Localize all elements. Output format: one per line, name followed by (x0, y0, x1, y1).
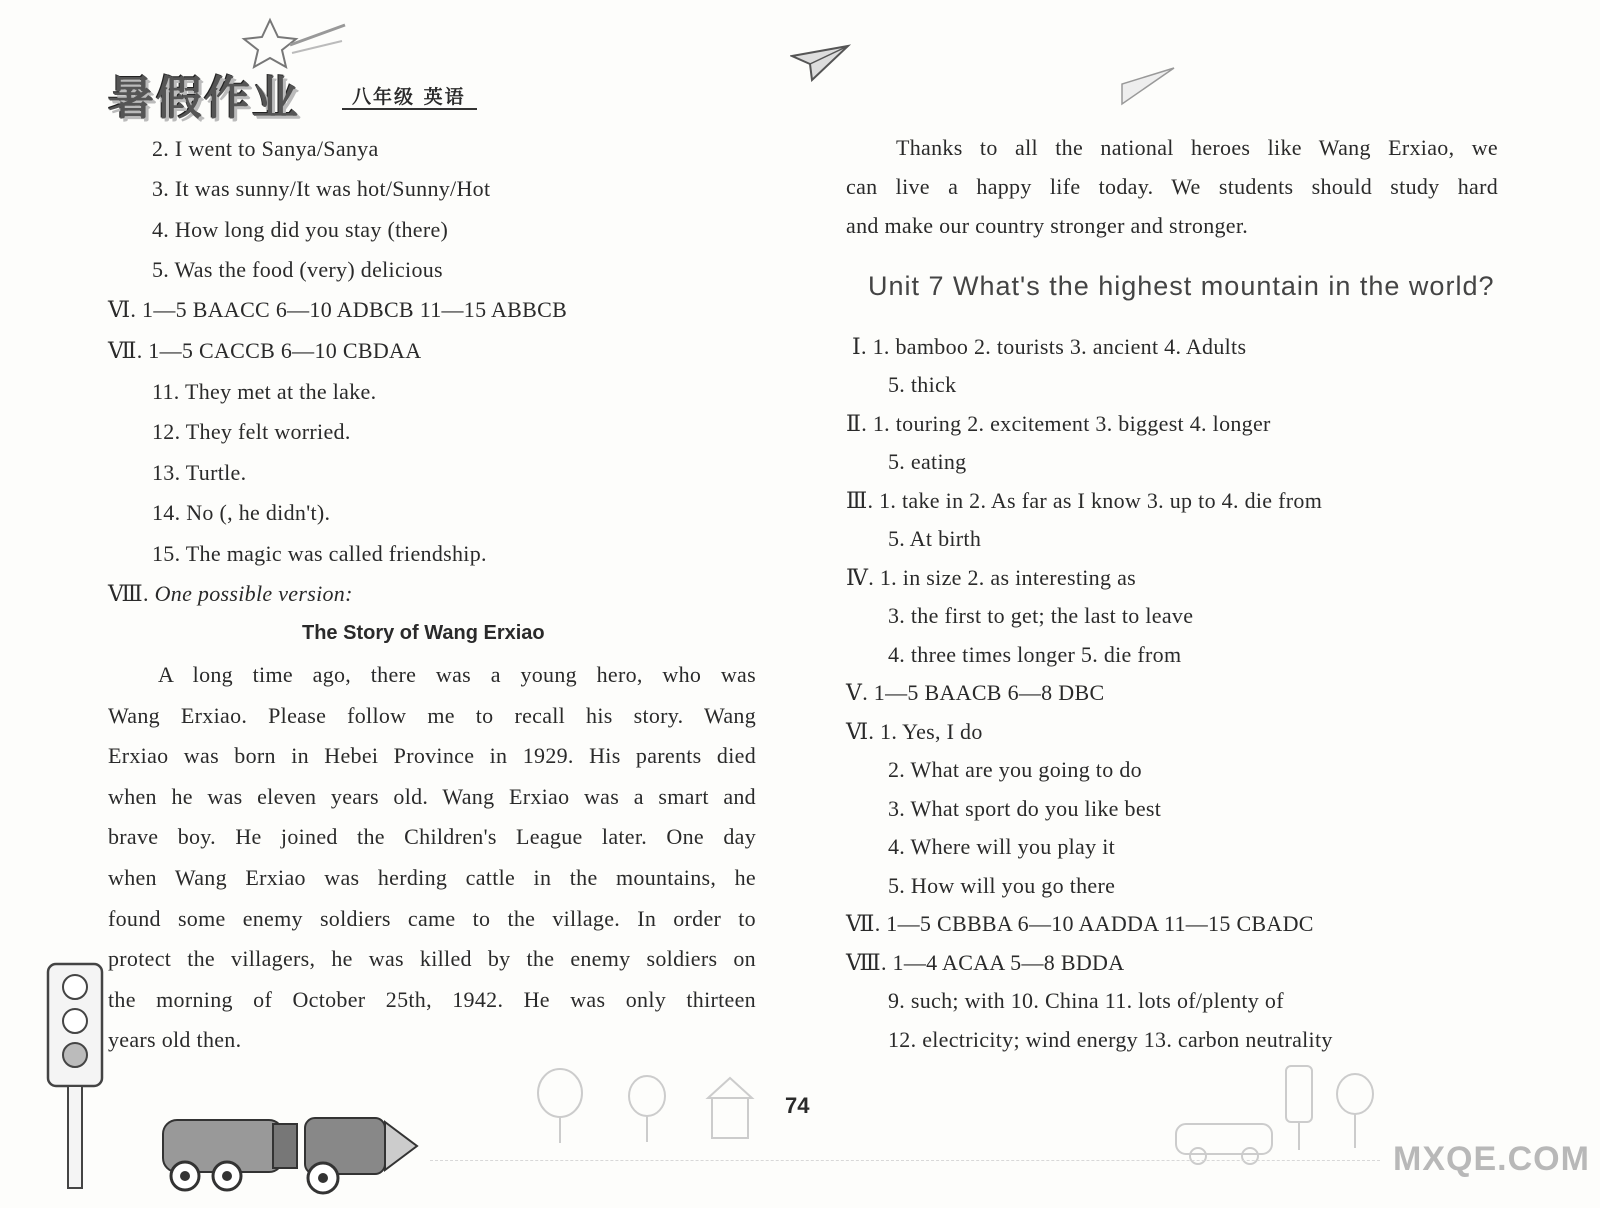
house-icon (700, 1072, 760, 1142)
story-line: Wang Erxiao. Please follow me to recall his story. Wang (108, 702, 756, 728)
unit-heading: Unit 7 What's the highest mountain in the world? (868, 271, 1495, 301)
story-line: years old then. (108, 1027, 242, 1053)
story-paragraph (108, 655, 756, 1061)
book-title: 暑假作业 (108, 71, 300, 125)
story-title: The Story of Wang Erxiao (302, 622, 545, 644)
traffic-light-icon (44, 960, 110, 1190)
answer-line: Ⅷ. 1—4 ACAA 5—8 BDDA (846, 950, 1125, 975)
answer-line: 3. It was sunny/It was hot/Sunny/Hot (152, 176, 491, 201)
intro-paragraph (846, 128, 1498, 245)
section-note: One possible version: (154, 581, 353, 606)
story-line: A long time ago, there was a young hero, who was (158, 662, 756, 687)
intro-line: and make our country stronger and stronger. (846, 213, 1249, 238)
answer-line: Ⅲ. 1. take in 2. As far as I know 3. up to 4. die from (846, 488, 1323, 513)
story-line: when Wang Erxiao was herding cattle in the mountains, he (108, 864, 756, 890)
answer-line: 2. What are you going to do (888, 757, 1142, 782)
story-line: Erxiao was born in Hebei Province in 1929. His parents died (108, 743, 756, 769)
story-line: found some enemy soldiers came to the village. In order to (108, 905, 756, 931)
grade-subject: 八年级 英语 (352, 86, 466, 108)
story-line: when he was eleven years old. Wang Erxiao was a smart and (108, 783, 756, 809)
answer-line: 5. At birth (888, 526, 982, 551)
intro-line: can live a happy life today. We students should study hard (846, 174, 1498, 199)
page-number: 74 (785, 1093, 810, 1118)
answer-line: 15. The magic was called friendship. (152, 541, 487, 566)
answer-line: Ⅵ. 1—5 BAACC 6—10 ADBCB 11—15 ABBCB (108, 297, 568, 322)
answer-line: 5. How will you go there (888, 873, 1116, 898)
watermark-text: MXQE.COM (1393, 1140, 1590, 1178)
car-icon (1170, 1108, 1280, 1168)
answer-line: 2. I went to Sanya/Sanya (152, 136, 379, 161)
answer-line: 11. They met at the lake. (152, 379, 377, 404)
intro-line: Thanks to all the national heroes like Wang Erxiao, we (896, 135, 1498, 160)
answer-line: Ⅵ. 1. Yes, I do (846, 719, 983, 744)
answer-line: 4. three times longer 5. die from (888, 642, 1182, 667)
section-label: Ⅷ. (108, 581, 149, 606)
paper-plane-icon (790, 42, 852, 82)
answer-line: 3. the first to get; the last to leave (888, 603, 1194, 628)
car-icon (155, 1110, 425, 1200)
answer-line: Ⅱ. 1. touring 2. excitement 3. biggest 4. longer (846, 411, 1271, 436)
section-8-line (108, 580, 353, 608)
answer-line: 4. Where will you play it (888, 834, 1116, 859)
answer-line: 5. eating (888, 449, 967, 474)
paper-plane-icon (1118, 64, 1178, 109)
answer-line: 9. such; with 10. China 11. lots of/plenty of (888, 988, 1284, 1013)
story-line: brave boy. He joined the Children's League later. One day (108, 824, 756, 850)
answer-line: 5. Was the food (very) delicious (152, 257, 443, 282)
answer-line: Ⅶ. 1—5 CACCB 6—10 CBDAA (108, 338, 422, 363)
answer-line: 3. What sport do you like best (888, 796, 1162, 821)
answer-line: 13. Turtle. (152, 460, 247, 485)
traffic-light-icon (1280, 1062, 1320, 1152)
story-line: protect the villagers, he was killed by the enemy soldiers on (108, 946, 756, 972)
answer-line: Ⅴ. 1—5 BAACB 6—8 DBC (846, 680, 1105, 705)
answer-line: Ⅰ. 1. bamboo 2. tourists 3. ancient 4. Adults (852, 334, 1247, 359)
answer-line: 12. They felt worried. (152, 419, 351, 444)
answer-line: 12. electricity; wind energy 13. carbon neutrality (888, 1027, 1333, 1052)
story-line: the morning of October 25th, 1942. He was only thirteen (108, 986, 756, 1012)
answer-line: 4. How long did you stay (there) (152, 217, 449, 242)
header-divider (342, 108, 477, 110)
answer-line: Ⅶ. 1—5 CBBBA 6—10 AADDA 11—15 CBADC (846, 911, 1314, 936)
answer-line: 14. No (, he didn't). (152, 500, 331, 525)
tree-icon (622, 1072, 672, 1144)
ground-line (430, 1160, 1380, 1161)
answer-line: 5. thick (888, 372, 957, 397)
tree-icon (1330, 1070, 1380, 1150)
answer-line: Ⅳ. 1. in size 2. as interesting as (846, 565, 1137, 590)
tree-icon (530, 1065, 590, 1145)
